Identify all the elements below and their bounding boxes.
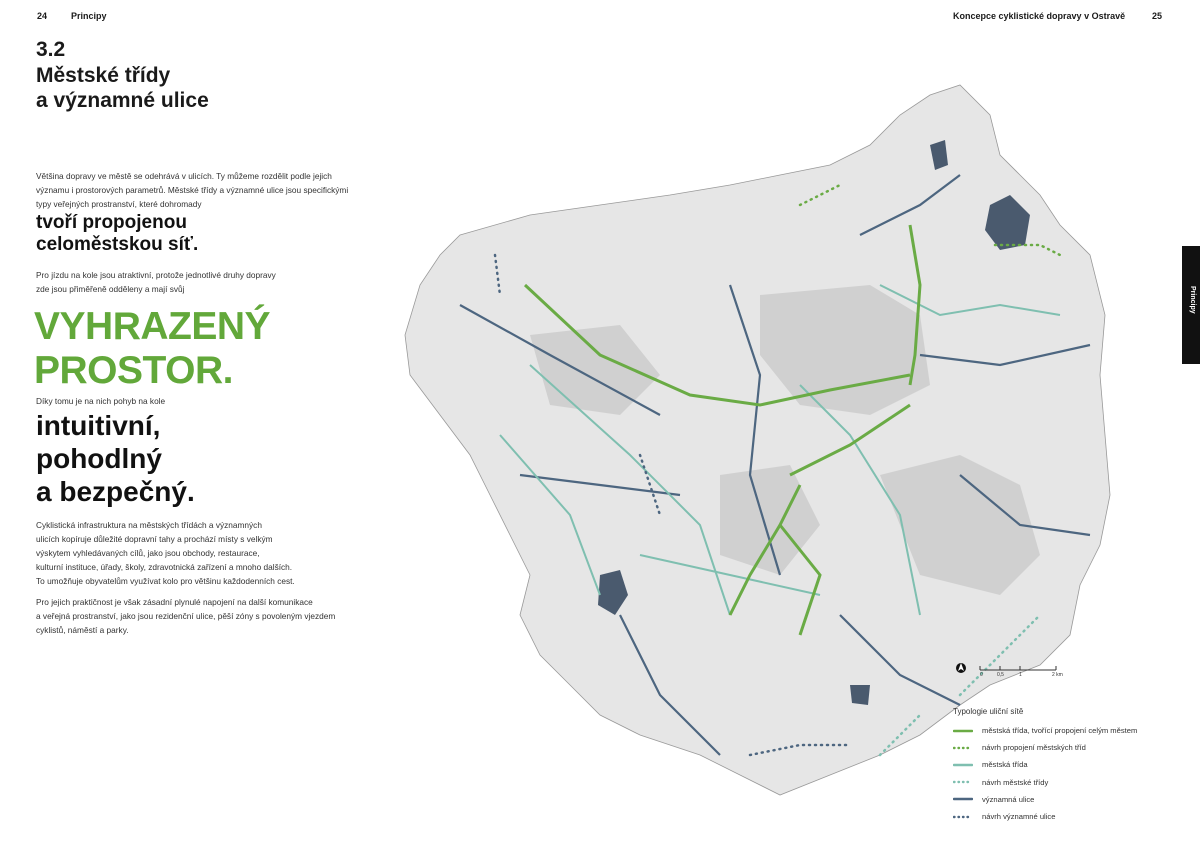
side-tab (1182, 246, 1200, 364)
north-and-scale (956, 660, 1066, 688)
scale-bar (956, 660, 1066, 693)
text-line: Většina dopravy ve městě se odehrává v ulicích. Ty můžeme rozdělit podle jejich (36, 171, 332, 181)
chapter-title-line: a významné ulice (36, 89, 209, 112)
chapter-number: 3.2 (36, 38, 66, 61)
text-line: typy veřejných prostranství, které dohromady (36, 199, 202, 209)
thanks-paragraph (36, 394, 406, 408)
text-line: Díky tomu je na nich pohyb na kole (36, 396, 166, 406)
document-title: Koncepce cyklistické dopravy v Ostravě (953, 11, 1126, 21)
city-map (400, 55, 1120, 815)
legend-label: městská třída (982, 760, 1028, 770)
legend-swatch (953, 726, 973, 736)
legend-swatch (953, 760, 973, 770)
text-line: ulicích kopíruje důležité dopravní tahy a prochází místy s velkým (36, 534, 273, 544)
map-legend (953, 707, 1193, 825)
text-line: Pro jejich praktičnost je však zásadní plynulé napojení na další komunikace (36, 597, 313, 607)
legend-item (953, 791, 1193, 808)
legend-item (953, 722, 1193, 739)
legend-label: městská třída, tvořící propojení celým městem (982, 726, 1138, 736)
text-line: Cyklistická infrastruktura na městských třídách a významných (36, 520, 262, 530)
text-line: Pro jízdu na kole jsou atraktivní, protože jednotlivé druhy dopravy (36, 270, 276, 280)
page-number-left: 24 (37, 11, 48, 21)
infrastructure-paragraph (36, 518, 406, 588)
text-line: a veřejná prostranství, jako jsou rezidenční ulice, pěší zóny s povoleným vjezdem (36, 611, 336, 621)
legend-label: návrh městské třídy (982, 777, 1049, 787)
text-line: tvoří propojenou (36, 212, 187, 233)
legend-swatch (953, 743, 973, 753)
scale-label-1: 1 (1019, 672, 1022, 678)
text-line: významu i prostorových parametrů. Městské třídy a významné ulice jsou specifickými (36, 185, 349, 195)
attractive-paragraph (36, 268, 406, 296)
side-tab-label: Principy (1189, 286, 1196, 314)
scale-label-0: 0 (980, 672, 983, 678)
legend-item (953, 739, 1193, 756)
legend-swatch (953, 812, 973, 822)
legend-title: Typologie uliční sítě (953, 707, 1024, 716)
legend-item (953, 808, 1193, 825)
scale-label-2: 2 km (1052, 672, 1063, 678)
section-label: Principy (71, 11, 107, 21)
text-line: kulturní instituce, úřady, školy, zdravotnická zařízení a mnoho dalších. (36, 562, 293, 572)
legend-item (953, 756, 1193, 773)
text-line: výskytem vyhledávaných cílů, jako jsou obchody, restaurace, (36, 548, 260, 558)
text-line: cyklistů, náměstí a parky. (36, 625, 129, 635)
legend-swatch (953, 794, 973, 804)
emphasis-network (36, 212, 198, 256)
text-line: zde jsou přiměřeně odděleny a mají svůj (36, 284, 185, 294)
emphasis-reserved-space (34, 305, 270, 393)
scale-label-05: 0,5 (997, 672, 1004, 678)
legend-label: návrh významné ulice (982, 812, 1056, 822)
legend-items (953, 722, 1193, 825)
text-line: a bezpečný. (36, 476, 195, 507)
text-line: pohodlný (36, 443, 162, 474)
chapter-title-line: Městské třídy (36, 64, 171, 87)
text-line: To umožňuje obyvatelům využívat kolo pro většinu každodenních cest. (36, 576, 295, 586)
emphasis-qualities (36, 409, 195, 508)
chapter-title (36, 63, 366, 113)
text-line: intuitivní, (36, 410, 161, 441)
legend-item (953, 774, 1193, 791)
page-number-right: 25 (1152, 11, 1163, 21)
legend-swatch (953, 777, 973, 787)
text-line: PROSTOR. (34, 349, 233, 392)
legend-label: významná ulice (982, 794, 1035, 804)
text-line: celoměstskou síť. (36, 234, 199, 255)
intro-paragraph (36, 169, 406, 211)
text-line: VYHRAZENÝ (34, 305, 271, 348)
connection-paragraph (36, 595, 406, 637)
legend-label: návrh propojení městských tříd (982, 743, 1086, 753)
